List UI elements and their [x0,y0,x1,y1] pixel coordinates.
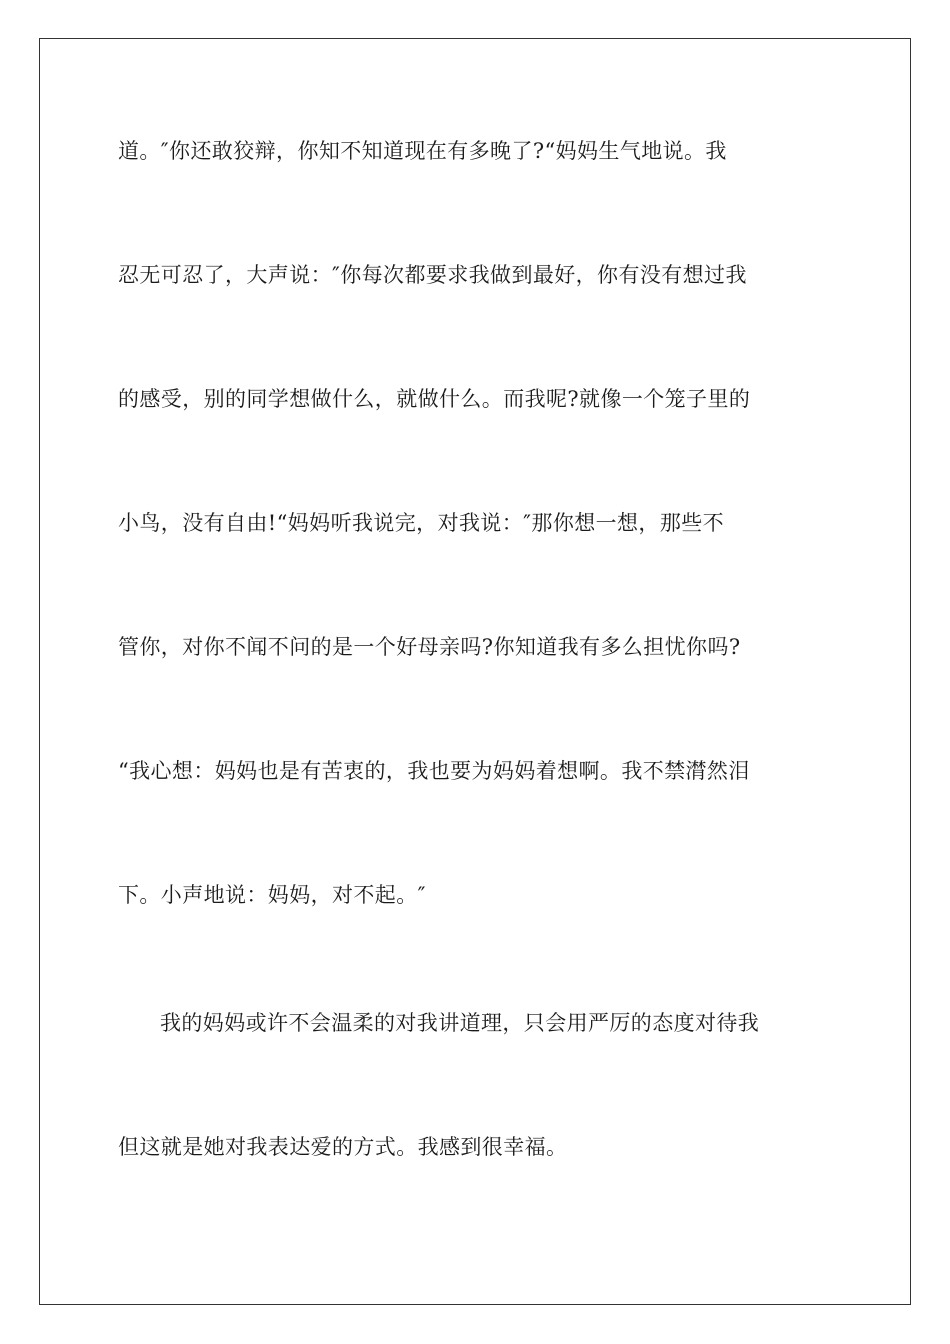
paragraph-2-line-1: 我的妈妈或许不会温柔的对我讲道理，只会用严厉的态度对待我 [160,1011,760,1035]
text-line-6: “我心想：妈妈也是有苦衷的，我也要为妈妈着想啊。我不禁潸然泪 [118,759,750,783]
text-line-4: 小鸟，没有自由!“妈妈听我说完，对我说：″那你想一想，那些不 [118,511,725,535]
text-line-7: 下。小声地说：妈妈，对不起。″ [118,883,426,907]
page-border [39,38,911,1305]
text-line-5: 管你，对你不闻不问的是一个好母亲吗?你知道我有多么担忧你吗? [118,635,741,659]
text-line-1: 道。″你还敢狡辩，你知不知道现在有多晚了?“妈妈生气地说。我 [118,139,727,163]
text-line-2: 忍无可忍了，大声说：″你每次都要求我做到最好，你有没有想过我 [118,263,747,287]
text-line-3: 的感受，别的同学想做什么，就做什么。而我呢?就像一个笼子里的 [118,387,751,411]
paragraph-2-line-2: 但这就是她对我表达爱的方式。我感到很幸福。 [118,1135,568,1159]
